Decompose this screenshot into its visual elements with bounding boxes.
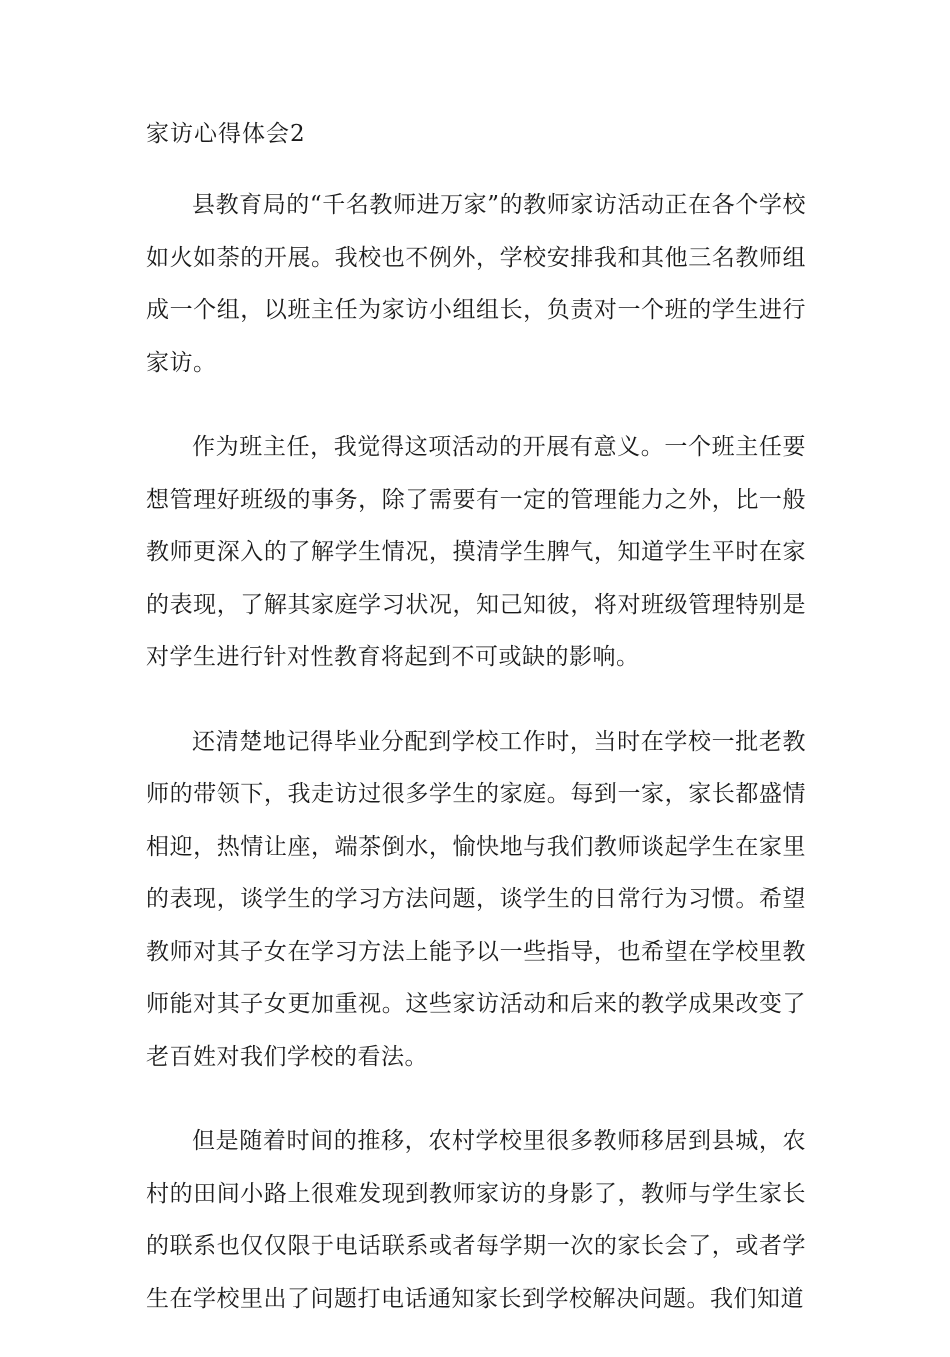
paragraph-1: 县教育局的“千名教师进万家”的教师家访活动正在各个学校如火如荼的开展。我校也不例外，学校安排我和其他三名教师组成一个组，以班主任为家访小组组长，负责对一个班的学生进行家访。 [146,192,806,376]
document-title: 家访心得体会2 [146,121,306,147]
paragraph-3: 还清楚地记得毕业分配到学校工作时，当时在学校一批老教师的带领下，我走访过很多学生的家庭。每到一家，家长都盛情相迎，热情让座，端茶倒水，愉快地与我们教师谈起学生在家里的表现，谈学生的学习方法问题，谈学生的日常行为习惯。希望教师对其子女在学习方法上能予以一些指导，也希望在学校里教师能对其子女更加重视。这些家访活动和后来的教学成果改变了老百姓对我们学校的看法。 [146,728,806,1070]
document-body [146,179,806,1357]
paragraph-4: 但是随着时间的推移，农村学校里很多教师移居到县城，农村的田间小路上很难发现到教师家访的身影了，教师与学生家长的联系也仅仅限于电话联系或者每学期一次的家长会了，或者学生在学校里出了问题打电话通知家长到学校解决问题。我们知道 [146,1128,806,1312]
paragraph-2: 作为班主任，我觉得这项活动的开展有意义。一个班主任要想管理好班级的事务，除了需要有一定的管理能力之外，比一般教师更深入的了解学生情况，摸清学生脾气，知道学生平时在家的表现，了解其家庭学习状况，知己知彼，将对班级管理特别是对学生进行针对性教育将起到不可或缺的影响。 [146,434,806,670]
